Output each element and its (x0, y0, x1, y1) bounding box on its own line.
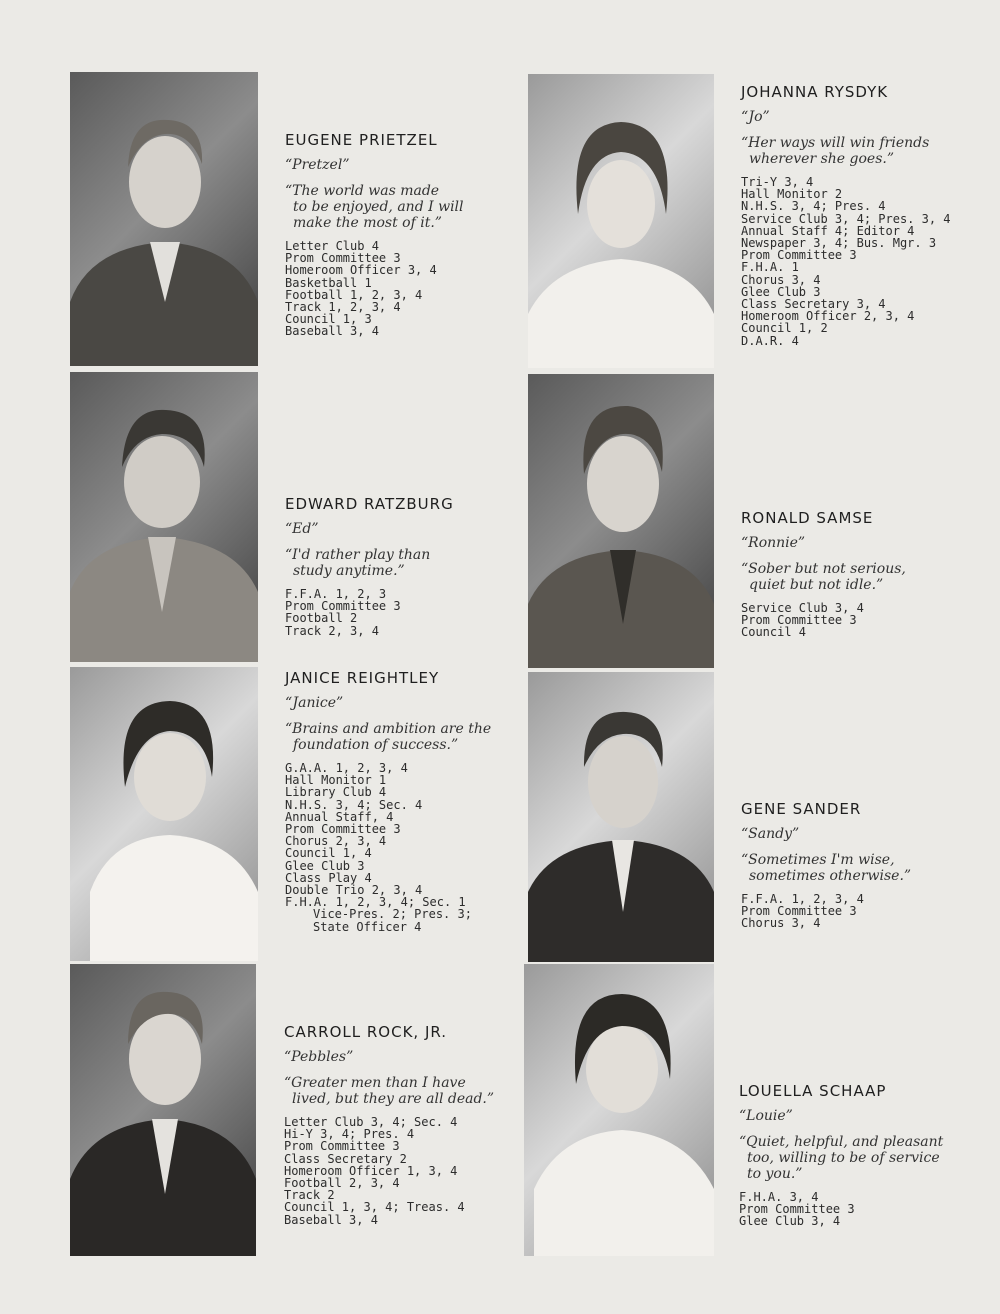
portrait-carroll-rock-jr (70, 964, 256, 1256)
student-quote: “Greater men than I have lived, but they are all dead.” (284, 1075, 495, 1107)
activities-list: Letter Club 4 Prom Committee 3 Homeroom Officer 3, 4 Basketball 1 Football 1, 2, 3, 4 Track 1, 2, 3, 4 Council 1, 3 Baseball 3, 4 (285, 239, 437, 339)
activities-list: F.F.A. 1, 2, 3, 4 Prom Committee 3 Chorus 3, 4 (741, 892, 864, 931)
student-name: EUGENE PRIETZEL (285, 131, 438, 149)
student-nickname: “Pebbles” (284, 1049, 354, 1065)
portrait-louella-schaap (524, 964, 714, 1256)
student-quote: “I'd rather play than study anytime.” (285, 547, 431, 579)
entry-ronald-samse (741, 509, 906, 639)
entry-carroll-rock-jr (284, 1023, 494, 1226)
entry-janice-reightley (285, 669, 491, 933)
entry-gene-sander (741, 800, 911, 930)
person-silhouette-icon (70, 72, 258, 366)
portrait-johanna-rysdyk (528, 74, 714, 368)
student-quote: “Quiet, helpful, and pleasant too, willing to be of service to you.” (739, 1134, 944, 1182)
student-quote: “Her ways will win friends wherever she goes.” (741, 135, 930, 167)
activities-list: Tri-Y 3, 4 Hall Monitor 2 N.H.S. 3, 4; Pres. 4 Service Club 3, 4; Pres. 3, 4 Annual Staff 4; Editor 4 Newspaper 3, 4; Bus. Mgr. 3 Prom Committee 3 F.H.A. 1 Chorus 3, 4 Glee Club 3 Class Secretary 3, 4 Homeroom Officer 2, 3, 4 Council 1, 2 D.A.R. 4 (741, 175, 951, 348)
portrait-ronald-samse (528, 374, 714, 668)
person-silhouette-icon (528, 374, 714, 668)
person-silhouette-icon (528, 74, 714, 368)
person-silhouette-icon (528, 672, 714, 962)
portrait-gene-sander (528, 672, 714, 962)
student-name: GENE SANDER (741, 800, 862, 818)
student-name: EDWARD RATZBURG (285, 495, 454, 513)
student-name: RONALD SAMSE (741, 509, 874, 527)
entry-edward-ratzburg (285, 495, 454, 637)
entry-louella-schaap (739, 1082, 943, 1228)
portrait-edward-ratzburg (70, 372, 258, 662)
student-nickname: “Janice” (285, 695, 344, 711)
portrait-janice-reightley (70, 667, 258, 961)
student-quote: “Sometimes I'm wise, sometimes otherwise.” (741, 852, 912, 884)
student-nickname: “Sandy” (741, 826, 800, 842)
student-nickname: “Jo” (741, 109, 770, 125)
person-silhouette-icon (524, 964, 714, 1256)
entry-eugene-prietzel (285, 131, 464, 338)
activities-list: F.F.A. 1, 2, 3 Prom Committee 3 Football 2 Track 2, 3, 4 (285, 587, 401, 638)
student-quote: “The world was made to be enjoyed, and I will make the most of it.” (285, 183, 464, 231)
student-quote: “Sober but not serious, quiet but not idle.” (741, 561, 906, 593)
person-silhouette-icon (70, 372, 258, 662)
activities-list: G.A.A. 1, 2, 3, 4 Hall Monitor 1 Library Club 4 N.H.S. 3, 4; Sec. 4 Annual Staff, 4 Prom Committee 3 Chorus 2, 3, 4 Council 1, 4 Glee Club 3 Class Play 4 Double Trio 2, 3, 4 F.H.A. 1, 2, 3, 4; Sec. 1 Vice-Pres. 2; Pres. 3; State Officer 4 (285, 761, 472, 934)
student-nickname: “Louie” (739, 1108, 793, 1124)
student-nickname: “Ed” (285, 521, 319, 537)
student-name: JANICE REIGHTLEY (285, 669, 440, 687)
student-nickname: “Pretzel” (285, 157, 350, 173)
portrait-eugene-prietzel (70, 72, 258, 366)
activities-list: Letter Club 3, 4; Sec. 4 Hi-Y 3, 4; Pres. 4 Prom Committee 3 Class Secretary 2 Homeroom Officer 1, 3, 4 Football 2, 3, 4 Track 2 Council 1, 3, 4; Treas. 4 Baseball 3, 4 (284, 1115, 465, 1227)
student-quote: “Brains and ambition are the foundation of success.” (285, 721, 492, 753)
activities-list: F.H.A. 3, 4 Prom Committee 3 Glee Club 3, 4 (739, 1190, 855, 1229)
activities-list: Service Club 3, 4 Prom Committee 3 Council 4 (741, 601, 864, 640)
student-name: CARROLL ROCK, JR. (284, 1023, 448, 1041)
student-nickname: “Ronnie” (741, 535, 806, 551)
person-silhouette-icon (70, 667, 258, 961)
student-name: LOUELLA SCHAAP (739, 1082, 887, 1100)
entry-johanna-rysdyk (741, 83, 951, 347)
student-name: JOHANNA RYSDYK (741, 83, 889, 101)
person-silhouette-icon (70, 964, 256, 1256)
